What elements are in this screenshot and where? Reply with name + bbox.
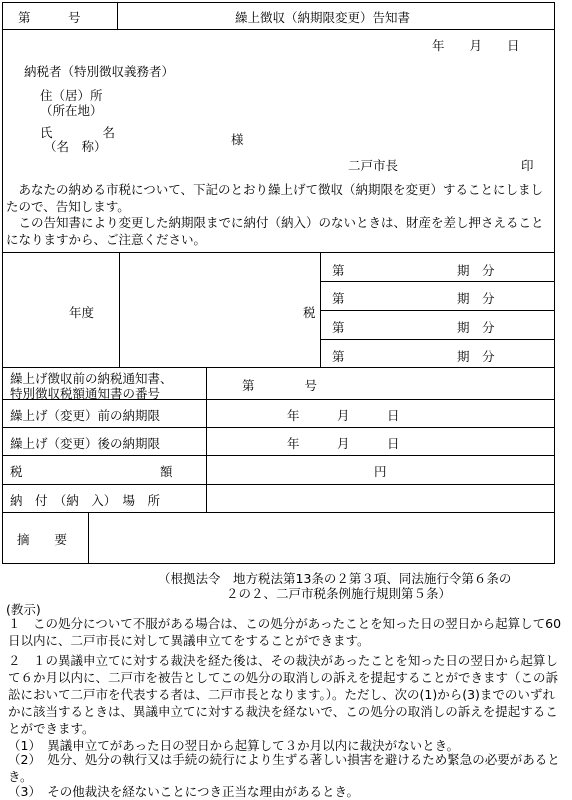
period-line-1	[320, 281, 555, 282]
number-label: 第 号	[18, 10, 81, 25]
seal-mark: 印	[521, 158, 534, 173]
header-divider	[117, 2, 118, 30]
period-line-2	[320, 310, 555, 311]
issuer-name: 二戸市長	[348, 158, 399, 173]
tax-label: 税	[303, 305, 316, 320]
detail-divider	[206, 367, 207, 513]
after-deadline-label: 繰上げ（変更）後の納期限	[10, 436, 161, 451]
guidance-item-2: ２ １の異議申立てに対する裁決を経た後は、その裁決があったことを知った日の翌日から起算して６か月以内に、二戸市を被告としてこの処分の取消しの訴えを提起することができます（この訴訟において二戸市を代表する者は、二戸市長となります。）。ただし、次の(1)から(3)までのいずれかに該当するときは、異議申立てに対する裁決を経ないで、この処分の取消しの訴えを提起することができます。	[8, 653, 559, 736]
guidance-heading: (教示)	[6, 602, 41, 617]
before-deadline-label: 繰上げ（変更）前の納期限	[10, 408, 161, 423]
honorific: 様	[231, 132, 244, 147]
period-row-3: 第 期 分	[332, 320, 495, 335]
before-deadline-value: 年 月 日	[287, 408, 400, 423]
notice-number-value: 第 号	[242, 378, 318, 393]
document-title: 繰上徴収（納期限変更）告知書	[235, 10, 411, 25]
address-label: 住（居）所	[40, 88, 103, 103]
after-deadline-value: 年 月 日	[287, 436, 400, 451]
name-label: 氏 名	[40, 125, 116, 140]
notice-paragraph-2: この告知書により変更した納期限までに納付（納入）のないときは、財産を差し押さえることになりますから、ご注意ください。	[6, 215, 544, 247]
taxpayer-heading: 納税者（特別徴収義務者）	[24, 64, 175, 79]
guidance-item-1: １ この処分について不服がある場合は、この処分があったことを知った日の翌日から起算して60日以内に、二戸市長に対して異議申立てをすることができます。	[8, 616, 562, 648]
period-row-4: 第 期 分	[332, 349, 495, 364]
legal-basis-1: （根拠法令 地方税法第13条の２第３項、同法施行令第６条の	[158, 571, 512, 586]
remarks-label: 摘 要	[17, 532, 68, 547]
year-divider	[119, 252, 120, 368]
period-row-2: 第 期 分	[332, 291, 495, 306]
notice-number-label-1: 繰上げ徴収前の納税通知書、	[10, 371, 173, 386]
guidance-sub-1: （1） 異議申立てがあった日の翌日から起算して３か月以内に裁決がないとき。	[8, 738, 460, 753]
notice-number-label-2: 特別徴収税額通知書の番号	[10, 386, 161, 401]
address-sub-label: （所在地）	[40, 103, 103, 118]
remarks-divider	[88, 512, 89, 564]
payment-place-label: 納 付 （納 入） 場 所	[10, 493, 161, 508]
detail-line-2	[2, 427, 555, 428]
tax-amount-label: 税 額	[10, 464, 173, 479]
guidance-sub-3: （3） その他裁決を経ないことにつき正当な理由があるとき。	[8, 784, 359, 799]
period-line-3	[320, 339, 555, 340]
period-row-1: 第 期 分	[332, 263, 495, 278]
legal-basis-2: ２の２、二戸市税条例施行規則第５条）	[226, 586, 452, 601]
notice-paragraph-1: あなたの納める市税について、下記のとおり繰上げて徴収（納期限を変更）することにしましたので、告知します。	[6, 182, 544, 214]
detail-line-3	[2, 455, 555, 456]
tax-amount-unit: 円	[374, 464, 387, 479]
year-label: 年度	[69, 305, 95, 320]
name-sub-label: （名 称）	[44, 139, 107, 154]
guidance-sub-2: （2） 処分、処分の執行又は手続の続行により生ずる著しい損害を避けるため緊急の必要があるとき。	[8, 752, 560, 784]
remarks-box	[2, 512, 555, 564]
detail-line-4	[2, 484, 555, 485]
date-line: 年 月 日	[432, 38, 520, 53]
